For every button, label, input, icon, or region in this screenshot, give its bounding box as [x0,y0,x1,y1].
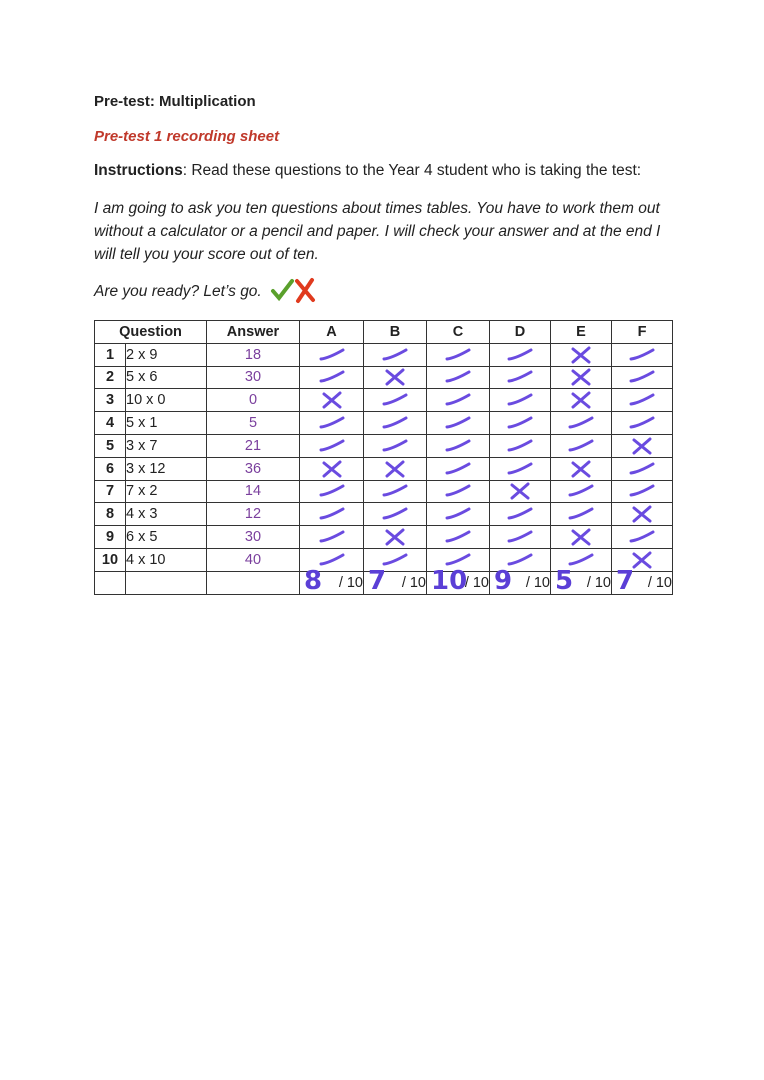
question-text: 4 x 10 [126,548,207,571]
score-value: 9 [494,565,513,596]
instructions-label: Instructions [94,162,183,179]
question-text: 7 x 2 [126,480,207,503]
cross-mark-icon [612,503,673,526]
empty-cell [95,571,126,594]
score-suffix: / 10 [586,574,611,591]
tick-mark-icon [300,366,364,389]
student-header: F [612,321,673,344]
score-cell [300,565,364,596]
tick-mark-icon [364,434,427,457]
teacher-script: I am going to ask you ten questions about times tables. You have to work them out without a calculator or a pencil and paper. I will check your answer and at the end I will tell you your score out of ten. [94,200,661,263]
question-text: 10 x 0 [126,389,207,412]
tick-mark-icon [612,526,673,549]
answer-value: 21 [207,434,300,457]
tick-mark-icon [551,503,612,526]
question-number: 7 [95,480,126,503]
question-text: 6 x 5 [126,526,207,549]
cross-mark-icon [364,526,427,549]
student-header: D [490,321,551,344]
table-row [95,526,673,549]
answer-value: 30 [207,366,300,389]
score-value: 10 [431,565,468,596]
tick-mark-icon [490,343,551,366]
tick-mark-icon [300,434,364,457]
tick-mark-icon [364,343,427,366]
question-number: 8 [95,503,126,526]
tick-mark-icon [427,412,490,435]
table-row [95,457,673,480]
answer-value: 36 [207,457,300,480]
cross-mark-icon [300,389,364,412]
question-text: 3 x 7 [126,434,207,457]
tick-mark-icon [612,389,673,412]
score-value: 5 [555,565,574,596]
student-header: A [300,321,364,344]
answer-value: 30 [207,526,300,549]
answer-value: 5 [207,412,300,435]
cross-mark-icon [551,526,612,549]
score-suffix: / 10 [401,574,426,591]
tick-mark-icon [490,434,551,457]
tick-mark-icon [612,412,673,435]
tick-mark-icon [300,480,364,503]
instructions-text: : Read these questions to the Year 4 student who is taking the test: [182,162,642,179]
tick-mark-icon [551,434,612,457]
tick-mark-icon [364,389,427,412]
cross-mark-icon [551,366,612,389]
question-text: 3 x 12 [126,457,207,480]
cross-mark-icon [612,434,673,457]
tick-mark-icon [612,457,673,480]
score-row [95,571,673,594]
table-row [95,389,673,412]
cross-mark-icon [490,480,551,503]
tick-mark-icon [300,343,364,366]
question-number: 6 [95,457,126,480]
student-header: B [364,321,427,344]
answer-value: 12 [207,503,300,526]
recording-table [94,320,673,595]
question-text: 4 x 3 [126,503,207,526]
score-suffix: / 10 [525,574,550,591]
answer-value: 14 [207,480,300,503]
score-cell [364,565,427,596]
question-number: 9 [95,526,126,549]
table-row [95,366,673,389]
question-text: 2 x 9 [126,343,207,366]
tick-mark-icon [300,412,364,435]
page-title: Pre-test: Multiplication [94,93,256,110]
question-number: 1 [95,343,126,366]
question-number: 10 [95,548,126,571]
score-cell [612,565,673,596]
tick-mark-icon [427,434,490,457]
tick-mark-icon [427,457,490,480]
page-subtitle: Pre-test 1 recording sheet [94,128,280,145]
student-header: E [551,321,612,344]
empty-cell [207,571,300,594]
tick-mark-icon [551,412,612,435]
tick-mark-icon [490,389,551,412]
green-tick-icon [270,276,318,304]
cross-mark-icon [551,457,612,480]
score-cell [490,565,551,596]
tick-mark-icon [612,343,673,366]
tick-mark-icon [300,503,364,526]
tick-mark-icon [490,412,551,435]
instructions [94,162,641,180]
tick-mark-icon [364,412,427,435]
answer-value: 0 [207,389,300,412]
answer-header: Answer [207,321,300,344]
cross-mark-icon [551,389,612,412]
question-number: 4 [95,412,126,435]
tick-mark-icon [364,503,427,526]
student-header: C [427,321,490,344]
cross-mark-icon [364,457,427,480]
cross-mark-icon [300,457,364,480]
question-number: 3 [95,389,126,412]
tick-mark-icon [427,480,490,503]
tick-mark-icon [364,480,427,503]
table-row [95,412,673,435]
score-suffix: / 10 [464,574,489,591]
cross-mark-icon [364,366,427,389]
answer-value: 18 [207,343,300,366]
tick-mark-icon [427,389,490,412]
tick-mark-icon [551,480,612,503]
tick-mark-icon [612,366,673,389]
tick-mark-icon [490,366,551,389]
table-row [95,343,673,366]
score-suffix: / 10 [338,574,363,591]
tick-mark-icon [427,503,490,526]
question-text: 5 x 1 [126,412,207,435]
question-header: Question [95,321,207,344]
question-number: 5 [95,434,126,457]
score-value: 7 [616,565,635,596]
score-value: 7 [368,565,387,596]
empty-cell [126,571,207,594]
score-value: 8 [304,565,323,596]
score-cell [551,565,612,596]
cross-mark-icon [551,343,612,366]
tick-mark-icon [300,526,364,549]
tick-mark-icon [427,366,490,389]
tick-mark-icon [612,480,673,503]
tick-mark-icon [427,526,490,549]
header-row [95,321,673,344]
tick-mark-icon [427,343,490,366]
score-cell [427,565,490,596]
score-suffix: / 10 [647,574,672,591]
tick-cross-icons [270,276,318,309]
table-row [95,503,673,526]
tick-mark-icon [490,526,551,549]
question-number: 2 [95,366,126,389]
question-text: 5 x 6 [126,366,207,389]
tick-mark-icon [490,457,551,480]
answer-value: 40 [207,548,300,571]
ready-text: Are you ready? Let’s go. [94,283,262,300]
table-row [95,480,673,503]
tick-mark-icon [490,503,551,526]
table-row [95,434,673,457]
